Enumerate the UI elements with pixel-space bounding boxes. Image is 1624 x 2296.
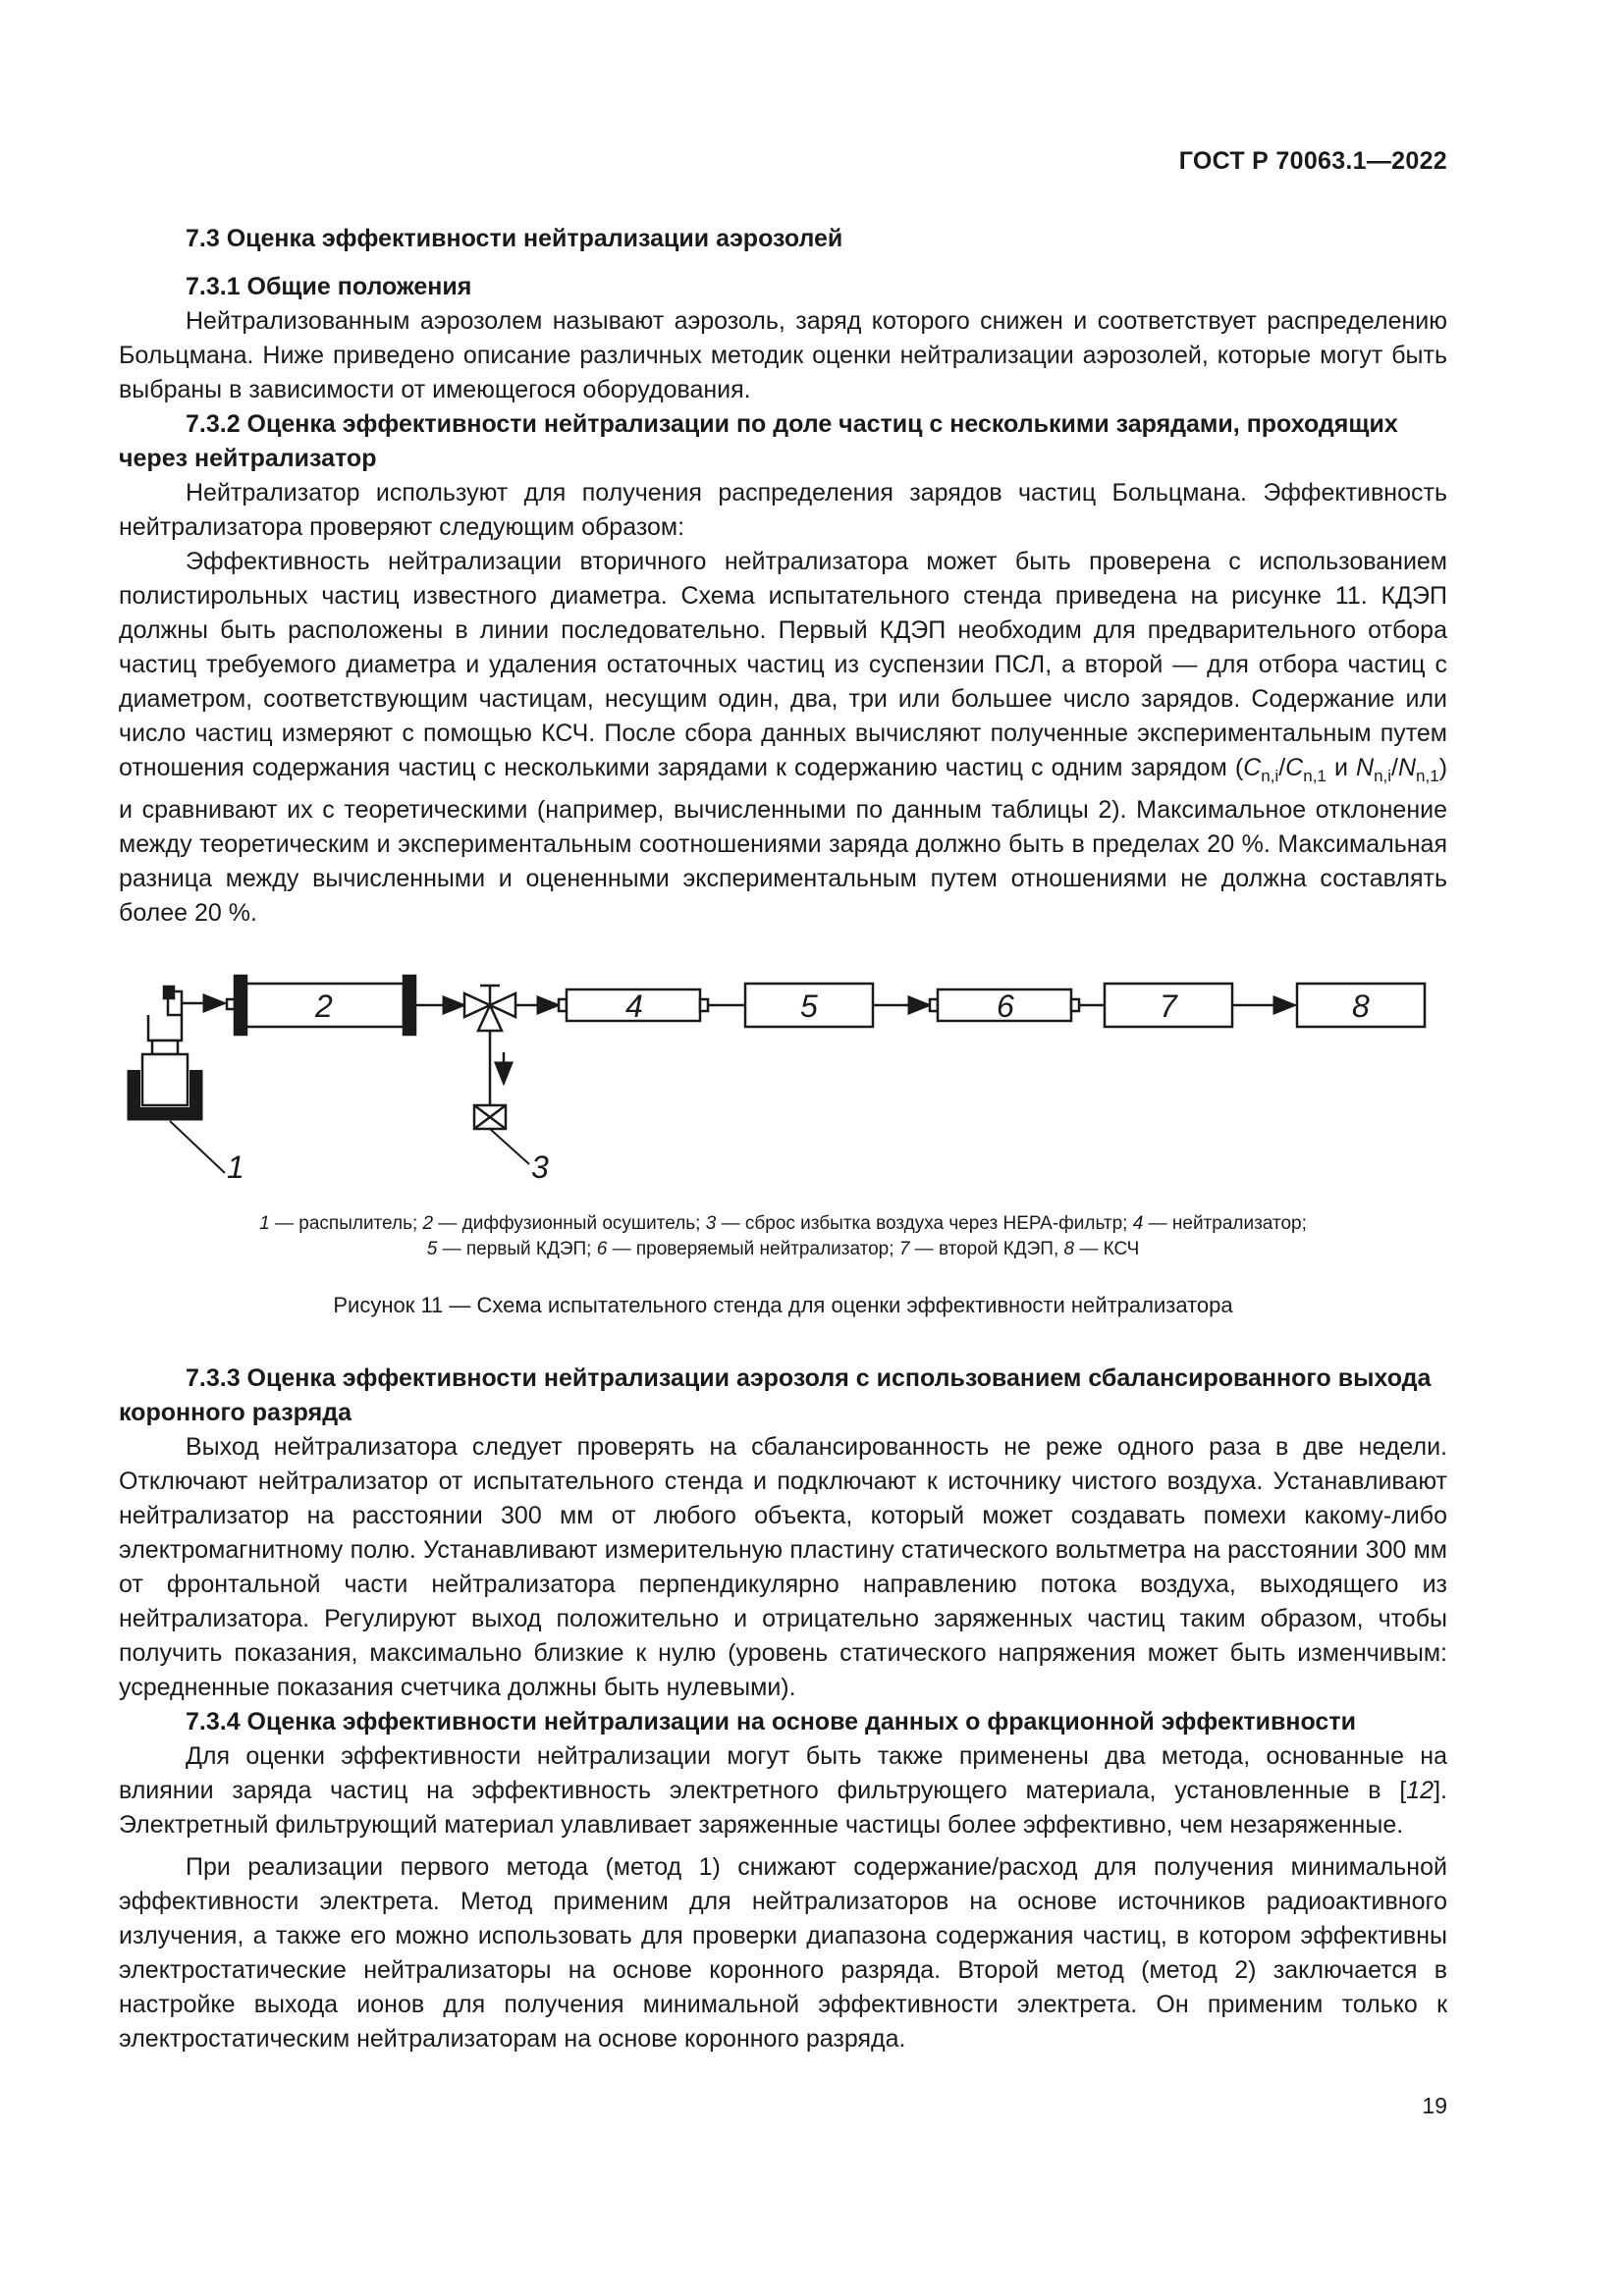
figure-legend <box>119 1211 1447 1262</box>
hepa-filter-symbol <box>474 1105 529 1164</box>
section-7-3-3-paragraph: Выход нейтрализатора следует проверять на сбалансированность не реже одного раза в две недели. Отключают нейтрализатор от испытательного стенда и подключают к источнику чистого воздуха. Устанавливают нейтрализатор на расстоянии 300 мм от любого объекта, который может создавать помехи какому-либо электромагнитному полю. Устанавливают измерительную пластину статического вольтметра на расстоянии 300 мм от фронтальной части нейтрализатора перпендикулярно направлению потока воздуха, выходящего из нейтрализатора. Регулируют выход положительно и отрицательно заряженных частиц таким образом, чтобы получить показания, максимально близкие к нулю (уровень статического напряжения может быть изменчивым: усредненные показания счетчика должны быть нулевыми). <box>119 1433 1447 1701</box>
label-3: 3 <box>531 1149 549 1185</box>
label-8: 8 <box>1352 988 1370 1024</box>
label-7: 7 <box>1160 988 1177 1024</box>
section-7-3-4-paragraph-1: Для оценки эффективности нейтрализации могут быть также применены два метода, основанные на влиянии заряда частиц на эффективность электретного фильтрующего материала, установленные в [12]. Электретный фильтрующий материал улавливает заряженные частицы более эффективно, чем незаряженные. <box>119 1742 1447 1839</box>
section-7-3-4-title: 7.3.4 Оценка эффективности нейтрализации на основе данных о фракционной эффективности <box>186 1708 1356 1735</box>
label-6: 6 <box>997 988 1014 1024</box>
section-7-3-2-paragraph-1: Нейтрализатор используют для получения распределения зарядов частиц Больцмана. Эффективность нейтрализатора проверяют следующим образом: <box>119 479 1447 541</box>
document-code: ГОСТ Р 70063.1—2022 <box>1178 147 1447 175</box>
page-number: 19 <box>1422 2093 1447 2118</box>
test-stand-schematic <box>119 972 1447 1198</box>
label-2: 2 <box>315 988 333 1024</box>
main-content <box>119 222 1447 2056</box>
atomizer-symbol <box>129 987 225 1173</box>
legend-line-2: 5 — первый КДЭП; 6 — проверяемый нейтрализатор; 7 — второй КДЭП, 8 — КСЧ <box>426 1239 1140 1259</box>
three-way-valve-symbol <box>464 986 515 1031</box>
label-1: 1 <box>227 1149 244 1185</box>
figure-caption: Рисунок 11 — Схема испытательного стенда для оценки эффективности нейтрализатора <box>333 1293 1233 1317</box>
label-4: 4 <box>625 988 643 1024</box>
figure-11-diagram <box>119 972 1447 1198</box>
label-5: 5 <box>800 988 818 1024</box>
section-7-3-4-paragraph-2: При реализации первого метода (метод 1) снижают содержание/расход для получения минимальной эффективности электрета. Метод применим для нейтрализаторов на основе источников радиоактивного излучения, а также его можно использовать для проверки диапазона содержания частиц, в котором эффективны электростатические нейтрализаторы на основе коронного разряда. Второй метод (метод 2) заключается в настройке выхода ионов для получения минимальной эффективности электрета. Он применим только к электростатическим нейтрализаторам на основе коронного разряда. <box>119 1853 1447 2053</box>
section-7-3-2-title: 7.3.2 Оценка эффективности нейтрализации по доле частиц с несколькими зарядами, проходящих через нейтрализатор <box>119 410 1398 472</box>
legend-line-1: 1 — распылитель; 2 — диффузионный осушитель; 3 — сброс избытка воздуха через HEPA-фильтр; 4 — нейтрализатор; <box>259 1213 1307 1234</box>
section-7-3-1-title: 7.3.1 Общие положения <box>186 273 472 300</box>
section-7-3-3-title: 7.3.3 Оценка эффективности нейтрализации аэрозоля с использованием сбалансированного выхода коронного разряда <box>119 1364 1432 1426</box>
section-7-3-1-paragraph: Нейтрализованным аэрозолем называют аэрозоль, заряд которого снижен и соответствует распределению Больцмана. Ниже приведено описание различных методик оценки нейтрализации аэрозолей, которые могут быть выбраны в зависимости от имеющегося оборудования. <box>119 307 1447 403</box>
section-7-3-2-paragraph-2: Эффективность нейтрализации вторичного нейтрализатора может быть проверена с использованием полистирольных частиц известного диаметра. Схема испытательного стенда приведена на рисунке 11. КДЭП должны быть расположены в линии последовательно. Первый КДЭП необходим для предварительного отбора частиц требуемого диаметра и удаления остаточных частиц из суспензии ПСЛ, а второй — для отбора частиц с диаметром, соответствующим частицам, несущим один, два, три или большее число зарядов. Содержание или число частиц измеряют с помощью КСЧ. После сбора данных вычисляют полученные экспериментальным путем отношения содержания частиц с несколькими зарядами к содержанию частиц с одним зарядом ($C_{n,i}/C_{n,1}$ и $N_{n,i}/N_{n,1}$) и сравнивают их с теоретическими (например, вычисленными по данным таблицы 2). Максимальное отклонение между теоретическим и экспериментальным соотношениями заряда должно быть в пределах 20 %. Максимальная разница между вычисленными и оцененными экспериментальным путем отношениями не должна составлять более 20 %. <box>119 548 1448 927</box>
section-7-3-title: 7.3 Оценка эффективности нейтрализации аэрозолей <box>186 225 843 252</box>
